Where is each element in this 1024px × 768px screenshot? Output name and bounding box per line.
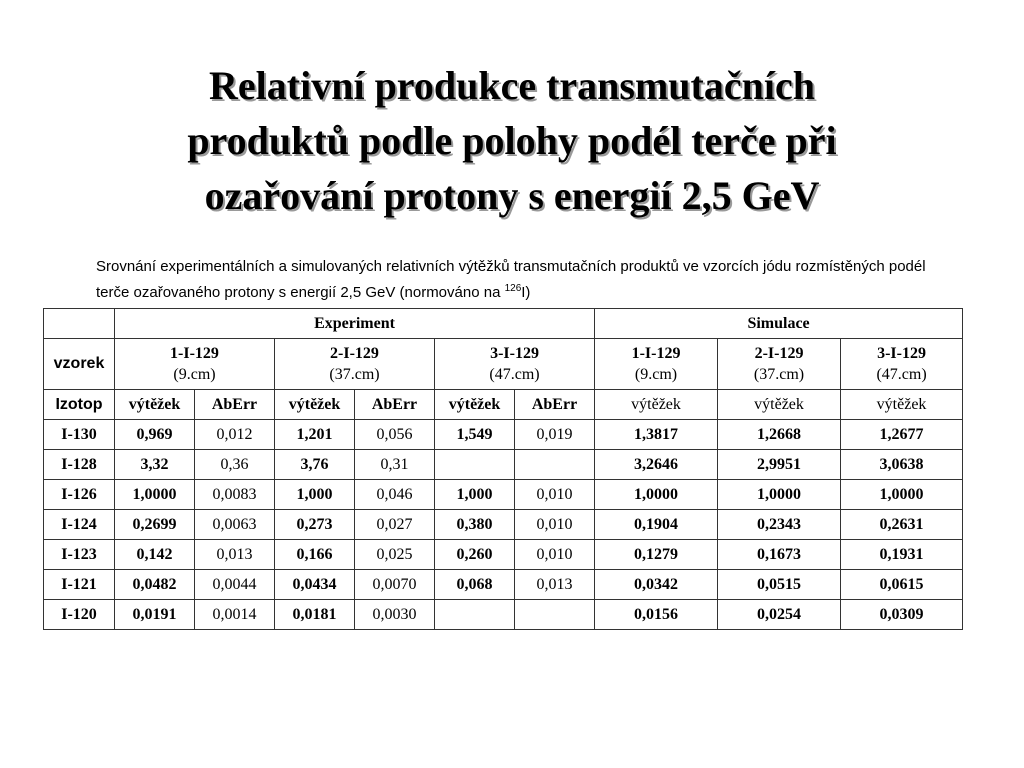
- table-row: [44, 420, 963, 450]
- error-cell: 0,012: [195, 420, 275, 450]
- value-cell: 1,549: [435, 420, 515, 450]
- value-cell: 0,1931: [841, 540, 963, 570]
- corner-cell: [44, 309, 115, 339]
- group-header-row: [44, 309, 963, 339]
- value-cell: 0,1279: [595, 540, 718, 570]
- sim-sample-header: [595, 339, 718, 390]
- error-cell: [515, 450, 595, 480]
- error-cell: 0,046: [355, 480, 435, 510]
- value-cell: 0,0156: [595, 600, 718, 630]
- title-line: ozařování protony s energií 2,5 GeV: [204, 173, 820, 218]
- value-cell: 1,000: [275, 480, 355, 510]
- col-err: AbErr: [515, 390, 595, 420]
- sim-sample-header: [841, 339, 963, 390]
- sample-name: 2-I-129: [754, 345, 804, 362]
- sample-header: [435, 339, 595, 390]
- error-cell: 0,010: [515, 480, 595, 510]
- sample-position: (9.cm): [634, 366, 678, 383]
- isotope-label: Izotop: [44, 390, 115, 420]
- table-row: [44, 510, 963, 540]
- error-cell: 0,010: [515, 510, 595, 540]
- column-header-row: [44, 390, 963, 420]
- error-cell: 0,31: [355, 450, 435, 480]
- value-cell: 0,0482: [115, 570, 195, 600]
- isotope-cell: I-126: [44, 480, 115, 510]
- error-cell: 0,0083: [195, 480, 275, 510]
- error-cell: [515, 600, 595, 630]
- value-cell: 0,0342: [595, 570, 718, 600]
- table-row: [44, 570, 963, 600]
- caption-superscript: 126: [504, 283, 522, 294]
- value-cell: 1,3817: [595, 420, 718, 450]
- error-cell: 0,0063: [195, 510, 275, 540]
- sample-position: (37.cm): [329, 366, 380, 383]
- value-cell: 1,0000: [115, 480, 195, 510]
- value-cell: 1,000: [435, 480, 515, 510]
- caption-text: Srovnání experimentálních a simulovaných relativních výtěžků transmutačních produktů ve vzorcích jódu rozmístěných podél terče ozařovaného protony s energií 2,5 GeV (normováno na: [96, 258, 926, 301]
- error-cell: 0,056: [355, 420, 435, 450]
- error-cell: 0,025: [355, 540, 435, 570]
- col-yield: výtěžek: [115, 390, 195, 420]
- slide-title: [60, 58, 964, 223]
- value-cell: 0,1673: [718, 540, 841, 570]
- isotope-cell: I-120: [44, 600, 115, 630]
- caption: [96, 256, 956, 304]
- value-cell: 0,2343: [718, 510, 841, 540]
- isotope-cell: I-121: [44, 570, 115, 600]
- error-cell: 0,0030: [355, 600, 435, 630]
- value-cell: 0,0254: [718, 600, 841, 630]
- value-cell: 0,969: [115, 420, 195, 450]
- table-row: [44, 450, 963, 480]
- sample-header: [275, 339, 435, 390]
- error-cell: 0,0070: [355, 570, 435, 600]
- error-cell: 0,013: [195, 540, 275, 570]
- value-cell: 0,0309: [841, 600, 963, 630]
- sample-name: 1-I-129: [170, 345, 219, 362]
- value-cell: 0,1904: [595, 510, 718, 540]
- error-cell: 0,010: [515, 540, 595, 570]
- error-cell: 0,0044: [195, 570, 275, 600]
- value-cell: 0,142: [115, 540, 195, 570]
- sample-name: 2-I-129: [330, 345, 379, 362]
- value-cell: 0,2699: [115, 510, 195, 540]
- experiment-header: Experiment: [115, 309, 595, 339]
- sample-header: [115, 339, 275, 390]
- error-cell: 0,0014: [195, 600, 275, 630]
- value-cell: 1,201: [275, 420, 355, 450]
- col-err: AbErr: [195, 390, 275, 420]
- value-cell: 0,166: [275, 540, 355, 570]
- col-err: AbErr: [355, 390, 435, 420]
- error-cell: 0,013: [515, 570, 595, 600]
- value-cell: 1,0000: [718, 480, 841, 510]
- table-row: [44, 540, 963, 570]
- error-cell: 0,019: [515, 420, 595, 450]
- isotope-cell: I-130: [44, 420, 115, 450]
- sample-position: (9.cm): [173, 366, 216, 383]
- value-cell: [435, 450, 515, 480]
- col-yield-sim: výtěžek: [595, 390, 718, 420]
- col-yield: výtěžek: [435, 390, 515, 420]
- value-cell: 2,9951: [718, 450, 841, 480]
- value-cell: 0,0434: [275, 570, 355, 600]
- value-cell: 0,0615: [841, 570, 963, 600]
- title-line: Relativní produkce transmutačních: [209, 63, 815, 108]
- isotope-cell: I-128: [44, 450, 115, 480]
- value-cell: 0,273: [275, 510, 355, 540]
- sample-position: (47.cm): [489, 366, 540, 383]
- sample-name: 3-I-129: [490, 345, 539, 362]
- data-rows: [44, 420, 963, 630]
- value-cell: 0,0191: [115, 600, 195, 630]
- sample-name: 1-I-129: [631, 345, 681, 362]
- value-cell: 3,76: [275, 450, 355, 480]
- value-cell: 1,0000: [841, 480, 963, 510]
- col-yield: výtěžek: [275, 390, 355, 420]
- isotope-cell: I-124: [44, 510, 115, 540]
- sample-position: (47.cm): [876, 366, 927, 383]
- value-cell: 0,380: [435, 510, 515, 540]
- value-cell: 3,32: [115, 450, 195, 480]
- table-row: [44, 480, 963, 510]
- value-cell: 3,0638: [841, 450, 963, 480]
- value-cell: 0,0515: [718, 570, 841, 600]
- value-cell: 0,260: [435, 540, 515, 570]
- sample-label: vzorek: [44, 339, 115, 390]
- results-table: [43, 308, 963, 630]
- value-cell: 1,2677: [841, 420, 963, 450]
- value-cell: 0,068: [435, 570, 515, 600]
- value-cell: 0,2631: [841, 510, 963, 540]
- sample-name: 3-I-129: [877, 345, 926, 362]
- value-cell: 1,2668: [718, 420, 841, 450]
- col-yield-sim: výtěžek: [718, 390, 841, 420]
- isotope-cell: I-123: [44, 540, 115, 570]
- col-yield-sim: výtěžek: [841, 390, 963, 420]
- sim-sample-header: [718, 339, 841, 390]
- value-cell: [435, 600, 515, 630]
- value-cell: 0,0181: [275, 600, 355, 630]
- simulation-header: Simulace: [595, 309, 963, 339]
- value-cell: 3,2646: [595, 450, 718, 480]
- sample-header-row: [44, 339, 963, 390]
- value-cell: 1,0000: [595, 480, 718, 510]
- title-line: produktů podle polohy podél terče při: [187, 118, 837, 163]
- caption-end: I): [521, 284, 531, 301]
- table-row: [44, 600, 963, 630]
- sample-position: (37.cm): [753, 366, 805, 383]
- error-cell: 0,36: [195, 450, 275, 480]
- error-cell: 0,027: [355, 510, 435, 540]
